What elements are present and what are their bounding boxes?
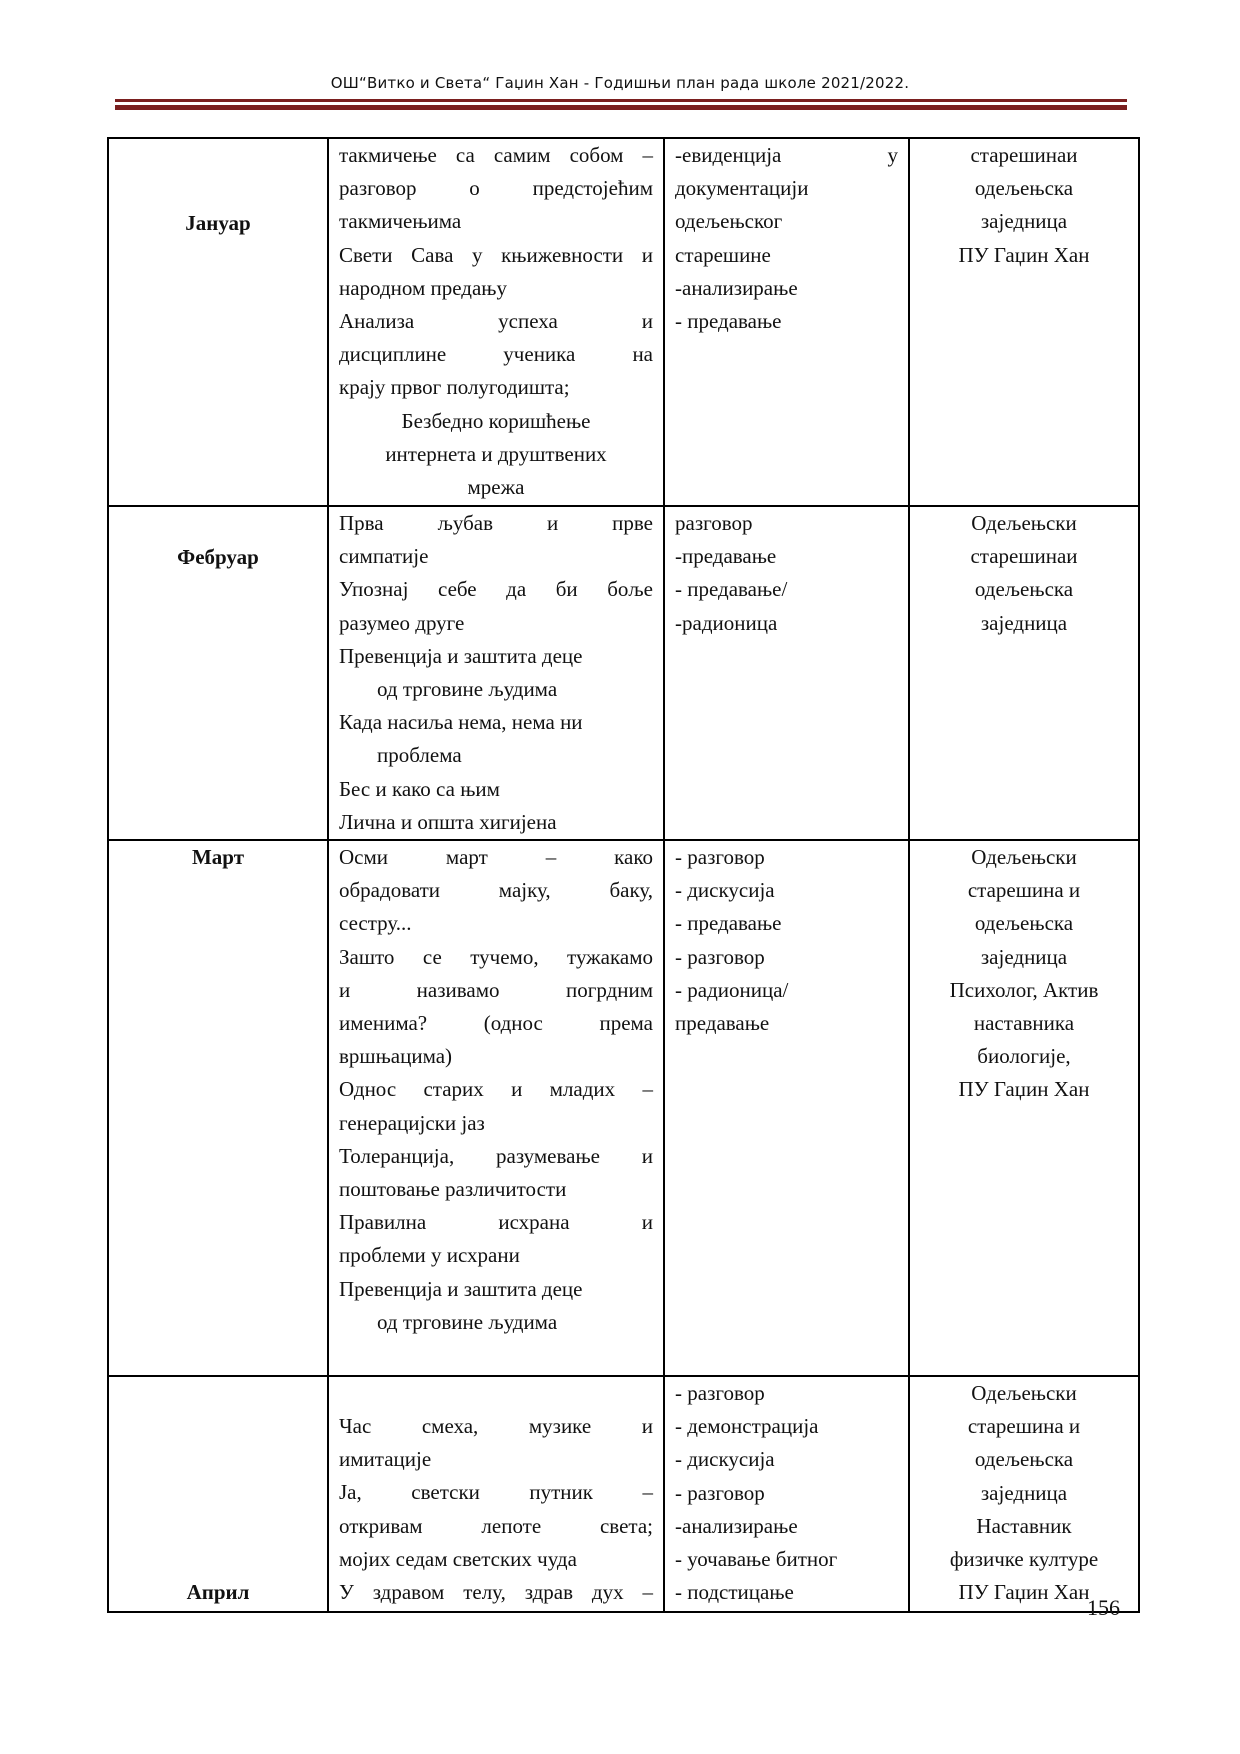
topic-line: разговор о предстојећим: [339, 176, 653, 201]
topic-line: обрадовати мајку, баку,: [339, 878, 653, 903]
topic-line: дисциплине ученика на: [339, 342, 653, 367]
topic-line: У здравом телу, здрав дух –: [339, 1580, 653, 1605]
method-line: - предавање/: [675, 577, 788, 602]
topics-cell: [328, 840, 664, 1376]
method-line: - демонстрација: [675, 1414, 819, 1439]
method-line: - подстицање: [675, 1580, 794, 1605]
topic-line: генерацијски јаз: [339, 1110, 485, 1135]
responsible-line: заједница: [980, 944, 1068, 969]
method-line: - разговор: [675, 944, 765, 969]
table-row: [108, 840, 1139, 1376]
topic-line: народном предању: [339, 275, 507, 300]
methods-cell: [664, 138, 909, 506]
method-line: - уочавање битног: [675, 1547, 838, 1572]
month-cell: Април: [108, 1376, 328, 1612]
topic-line: Час смеха, музике и: [339, 1414, 653, 1439]
responsible-line: одељењска: [974, 577, 1074, 602]
topic-line: Анализа успеха и: [339, 309, 653, 334]
month-cell: Фебруар: [108, 506, 328, 840]
topic-line: вршњацима): [339, 1044, 453, 1069]
method-line: предавање: [675, 1011, 770, 1036]
topic-line: мојих седам светских чуда: [339, 1546, 577, 1571]
responsible-line: ПУ Гаџин Хан: [958, 1580, 1090, 1605]
topic-line: Ја, светски путник –: [339, 1480, 653, 1505]
header-rule-thin: [115, 99, 1127, 102]
topic-line: од трговине људима: [377, 677, 558, 702]
responsible-line: старешинаи: [970, 143, 1078, 167]
method-line: - дискусија: [675, 878, 775, 903]
method-line: старешине: [675, 242, 771, 267]
topic-line: проблеми у исхрани: [339, 1243, 520, 1268]
table-row: [108, 506, 1139, 840]
topic-line: интернета и друштвених: [385, 441, 607, 466]
topics-cell: [328, 506, 664, 840]
topic-line: Толеранција, разумевање и: [339, 1143, 653, 1168]
topic-line: Правилна исхрана и: [339, 1210, 653, 1235]
topic-line: Бес и како са њим: [339, 776, 500, 801]
topic-line: мрежа: [467, 475, 525, 500]
method-line: -анализирање: [675, 1513, 798, 1538]
method-line: - дискусија: [675, 1447, 775, 1472]
topic-line: откривам лепоте света;: [339, 1513, 653, 1538]
topic-line: Безбедно коришћење: [401, 408, 591, 433]
responsible-line: одељењска: [974, 176, 1074, 201]
responsible-cell: [909, 840, 1139, 1376]
topic-line: Када насиља нема, нема ни: [339, 710, 583, 735]
topics-cell: [328, 138, 664, 506]
topic-line: проблема: [377, 743, 462, 768]
responsible-line: Одељењски: [971, 1381, 1077, 1406]
responsible-line: наставника: [973, 1011, 1075, 1036]
page-header: ОШ“Витко и Света“ Гаџин Хан - Годишњи план рада школе 2021/2022.: [330, 74, 910, 92]
methods-cell: [664, 840, 909, 1376]
methods-cell: [664, 1376, 909, 1612]
method-line: -радионица: [675, 610, 778, 635]
page-number: 156: [1087, 1595, 1120, 1620]
month-cell: Март: [108, 840, 328, 1376]
method-line: - разговор: [675, 1381, 765, 1406]
responsible-line: старешинаи: [970, 544, 1078, 569]
plan-table: [107, 137, 1140, 1613]
topic-line: симпатије: [339, 544, 429, 569]
method-line: -анализирање: [675, 275, 798, 300]
method-line: документацији: [675, 176, 809, 201]
table-row: [108, 138, 1139, 506]
topic-line: Зашто се тучемо, тужакамо: [339, 944, 653, 969]
responsible-line: старешина и: [967, 1414, 1081, 1439]
header-rule-thick: [115, 105, 1127, 110]
topic-line: имитације: [339, 1447, 432, 1472]
topic-line: Превенција и заштита деце: [339, 1276, 583, 1301]
topic-line: разумео друге: [339, 610, 465, 635]
topic-line: сестру...: [339, 911, 412, 936]
responsible-line: ПУ Гаџин Хан: [958, 1077, 1090, 1102]
method-line: - разговор: [675, 845, 765, 870]
responsible-line: старешина и: [967, 878, 1081, 903]
responsible-line: Психолог, Актив: [949, 977, 1099, 1002]
responsible-line: Наставник: [976, 1513, 1072, 1538]
responsible-line: заједница: [980, 610, 1068, 635]
topic-line: и називамо погрдним: [339, 977, 653, 1002]
responsible-cell: [909, 1376, 1139, 1612]
responsible-line: Одељењски: [971, 845, 1077, 870]
topic-line: крају првог полугодишта;: [339, 375, 570, 400]
method-line: - радионица/: [675, 977, 789, 1002]
topic-line: Лична и општа хигијена: [339, 809, 557, 834]
topic-line: именима? (однос према: [339, 1011, 653, 1036]
topics-cell: [328, 1376, 664, 1612]
responsible-line: биологије,: [977, 1044, 1071, 1069]
topic-line: Осми март – како: [339, 845, 653, 870]
topic-line: Свети Сава у књижевности и: [339, 242, 653, 267]
topic-line: Упознај себе да би боље: [339, 577, 653, 602]
methods-cell: [664, 506, 909, 840]
method-line: -евиденција у: [675, 143, 898, 167]
topic-line: Однос старих и младих –: [339, 1077, 653, 1102]
topic-line: такмичење са самим собом –: [339, 143, 653, 167]
responsible-line: ПУ Гаџин Хан: [958, 242, 1090, 267]
method-line: -предавање: [675, 544, 777, 569]
responsible-cell: [909, 138, 1139, 506]
method-line: - разговор: [675, 1480, 765, 1505]
topic-line: поштовање различитости: [339, 1177, 567, 1202]
topic-line: од трговине људима: [377, 1309, 558, 1334]
responsible-line: одељењска: [974, 1447, 1074, 1472]
responsible-line: заједница: [980, 1480, 1068, 1505]
method-line: разговор: [675, 511, 753, 535]
topic-line: Превенција и заштита деце: [339, 643, 583, 668]
responsible-line: Одељењски: [971, 511, 1077, 535]
topic-line: такмичењима: [339, 209, 462, 234]
month-cell: Јануар: [108, 138, 328, 506]
method-line: одељењског: [675, 209, 783, 234]
method-line: - предавање: [675, 309, 782, 334]
responsible-line: одељењска: [974, 911, 1074, 936]
table-row: [108, 1376, 1139, 1612]
responsible-cell: [909, 506, 1139, 840]
responsible-line: физичке културе: [949, 1547, 1099, 1572]
topic-line: Прва љубав и прве: [339, 511, 653, 535]
method-line: - предавање: [675, 911, 782, 936]
responsible-line: заједница: [980, 209, 1068, 234]
